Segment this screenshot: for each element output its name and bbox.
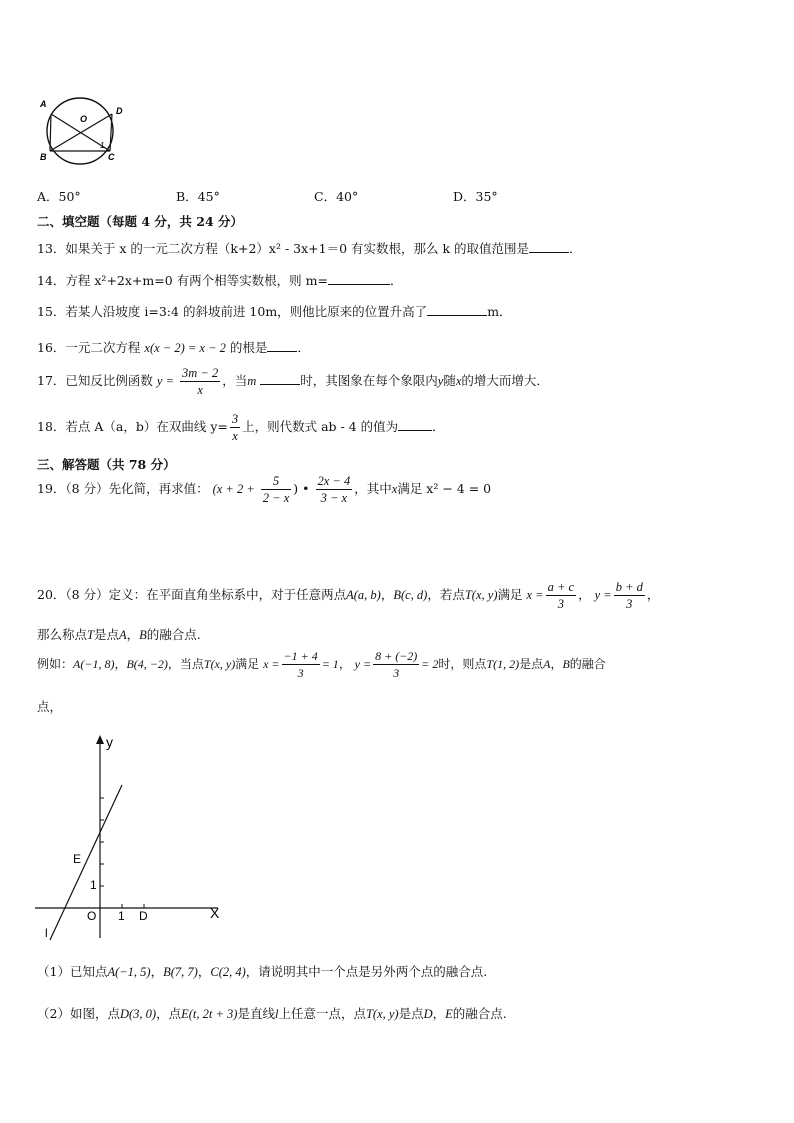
q20-1-sep1: ， (150, 964, 164, 979)
option-d: D．35° (453, 189, 498, 204)
q20-line2b: 是点 (93, 627, 119, 642)
q20-ex-r1: = 1 (321, 657, 339, 671)
q20-line2d: 的融合点. (146, 627, 201, 642)
q18-pre: 18．若点 A（a，b）在双曲线 y= (37, 419, 228, 434)
q20-ex-r2: = 2 (421, 657, 439, 671)
q20-2-sep: ， (432, 1006, 446, 1021)
question-18 (37, 412, 445, 443)
q17-yv: y (437, 374, 444, 388)
q17-denominator: x (197, 383, 203, 397)
q20-2-pre: （2）如图，点 (37, 1006, 120, 1021)
question-15 (37, 302, 512, 320)
line-l (50, 785, 122, 940)
option-c: C．40° (314, 189, 359, 204)
q16-equation: x(x − 2) = x − 2 (144, 341, 226, 355)
question-20-part-1 (37, 962, 487, 980)
q19-num1: 5 (261, 474, 291, 490)
q20-num2: b + d (615, 580, 643, 594)
q20-1-sep2: ， (197, 964, 211, 979)
q19-x: x (391, 482, 398, 496)
q20-a2: A (118, 628, 127, 642)
q20-mid: ，若点 (427, 587, 465, 602)
q19-post2: 满足 x² − 4 = 0 (397, 481, 492, 496)
option-a: A．50° (37, 189, 81, 204)
q19-fraction-2 (316, 474, 353, 505)
q20-line2: 那么称点 (37, 627, 88, 642)
q17-mid: ，当 (222, 373, 248, 388)
q14-end: ． (389, 273, 403, 288)
q20-ex-b: B(4, −2) (126, 657, 168, 671)
q17-y: y = (156, 374, 174, 388)
q18-numerator: 3 (231, 412, 239, 426)
q20-2-mid: ，点 (156, 1006, 182, 1021)
q20-fraction-y (614, 580, 645, 611)
question-14 (37, 271, 402, 289)
q20-2-mid3: 上任意一点，点 (278, 1006, 366, 1021)
q13-blank[interactable] (529, 240, 569, 253)
label-d: D (116, 106, 123, 116)
q20-ex-mid: ，当点 (167, 657, 204, 671)
q20-sep: ， (380, 587, 394, 602)
q20-ex-t: T(x, y) (203, 657, 236, 671)
q19-post: ，其中 (354, 481, 392, 496)
q17-m: m (247, 374, 257, 388)
q18-blank[interactable] (398, 418, 432, 431)
q20-1-b: B(7, 7) (163, 965, 198, 979)
q20-ex-mid2: 满足 (235, 657, 260, 671)
q17-fraction (180, 366, 220, 397)
q18-denominator: x (232, 429, 238, 443)
label-c: C (108, 152, 115, 162)
point-e-label: E (73, 852, 82, 866)
label-o: O (80, 114, 88, 124)
label-b: B (40, 152, 47, 162)
q19-den2: 3 − x (320, 491, 348, 505)
question-20-part-2 (37, 1004, 507, 1022)
q20-ex-t2: T(1, 2) (486, 657, 520, 671)
q20-ex-y: y = (354, 657, 372, 671)
q20-b2: B (139, 628, 147, 642)
q20-point-t: T(x, y) (464, 588, 498, 602)
q20-ex-a: A(−1, 8) (73, 657, 115, 671)
q18-end: ． (432, 419, 445, 434)
question-20-line-2 (37, 625, 201, 643)
q20-2-l: l (274, 1007, 279, 1021)
q19-fraction-1 (261, 474, 291, 505)
y-tick-label-1: 1 (90, 878, 97, 892)
x-axis-label: X (210, 905, 220, 921)
q17-post3: 的增大而增大． (461, 373, 549, 388)
q20-ex-comma: ， (338, 657, 351, 671)
x-tick-label-1: 1 (118, 909, 125, 923)
q15-end: m． (487, 304, 512, 319)
question-20-example (37, 649, 606, 680)
q20-t2: T (87, 628, 94, 642)
q17-blank[interactable] (260, 372, 300, 385)
q20-2-post: 的融合点. (452, 1006, 507, 1021)
q20-2-t: T(x, y) (365, 1007, 399, 1021)
q20-comma: ， (578, 587, 591, 602)
question-13 (37, 239, 582, 257)
question-17 (37, 366, 549, 397)
q20-1-c: C(2, 4) (210, 965, 246, 979)
q17-post: 时，其图象在每个象限内 (300, 373, 438, 388)
q20-den1: 3 (557, 597, 564, 611)
q20-ex-pre: 例如： (37, 657, 74, 671)
q20-ex-post2: 是点 (519, 657, 544, 671)
q20-ex-b2: B (562, 657, 570, 671)
q20-line1-pre: 20．（8 分）定义：在平面直角坐标系中，对于任意两点 (37, 587, 347, 602)
q20-y-eq: y = (594, 588, 612, 602)
q19-num2: 2x − 4 (317, 474, 351, 488)
q20-ex-den1: 3 (297, 666, 304, 680)
q16-post: 的根是 (229, 340, 268, 355)
q20-ex-x: x = (263, 657, 280, 671)
q20-fraction-x (546, 580, 576, 611)
q20-2-e: E(t, 2t + 3) (181, 1007, 238, 1021)
q20-ex-a2: A (543, 657, 551, 671)
q20-point-a: A(a, b) (346, 588, 381, 602)
line-l-label: l (45, 926, 48, 940)
q16-pre: 16．一元二次方程 (37, 340, 141, 355)
q17-xv: x (455, 374, 462, 388)
q20-num1: a + c (547, 580, 575, 594)
q13-text: 13．如果关于 x 的一元二次方程（k+2）x² - 3x+1＝0 有实数根，那么 k 的取值范围是 (37, 241, 530, 256)
q20-2-mid4: 是点 (398, 1006, 424, 1021)
q19-dot: • (302, 481, 310, 496)
y-axis-label: y (106, 734, 113, 750)
circle (47, 98, 113, 164)
q20-1-a: A(−1, 5) (107, 965, 151, 979)
q20-mid2: 满足 (497, 587, 523, 602)
q16-blank[interactable] (267, 339, 297, 352)
q20-2-mid2: 是直线 (237, 1006, 275, 1021)
q14-text: 14．方程 x²+2x+m=0 有两个相等实数根，则 m= (37, 273, 328, 288)
q13-end: ． (569, 241, 582, 256)
q20-den2: 3 (626, 597, 633, 611)
q17-post2: 随 (443, 373, 456, 388)
section-heading-solve: 三、解答题（共 78 分） (37, 457, 176, 472)
q20-1-post: ，请说明其中一个点是另外两个点的融合点. (245, 964, 488, 979)
q20-ex-post3: 的融合 (569, 657, 606, 671)
circle-figure (34, 94, 134, 166)
q20-line2c: ， (126, 627, 140, 642)
q20-2-d2: D (423, 1007, 433, 1021)
coordinate-graph (30, 730, 240, 945)
q20-ex-num2: 8 + (−2) (375, 649, 418, 663)
q16-end: ． (297, 340, 310, 355)
q14-blank[interactable] (328, 272, 390, 285)
point-d-label: D (139, 909, 148, 923)
q19-pre: 19．（8 分）先化简，再求值： (37, 481, 209, 496)
q15-blank[interactable] (427, 303, 487, 316)
origin-label: O (87, 909, 97, 923)
q19-den1: 2 − x (262, 491, 290, 505)
q20-ex-post: 时，则点 (438, 657, 487, 671)
q18-post: 上，则代数式 ab - 4 的值为 (242, 419, 399, 434)
q17-pre: 17．已知反比例函数 (37, 373, 153, 388)
q18-fraction (230, 412, 240, 443)
question-19 (37, 474, 491, 505)
q19-paren-close: ) (293, 481, 299, 496)
question-20-line-1 (37, 580, 659, 611)
q20-point-b: B(c, d) (393, 588, 428, 602)
q20-2-e2: E (445, 1007, 453, 1021)
q20-ex-sep: ， (114, 657, 127, 671)
y-axis-arrow (96, 735, 104, 744)
label-angle-1: 1 (100, 141, 105, 150)
q19-paren-open: (x + 2 + (212, 482, 255, 496)
q20-ex-sep2: ， (550, 657, 563, 671)
q15-text: 15．若某人沿坡度 i=3:4 的斜坡前进 10m，则他比原来的位置升高了 (37, 304, 428, 319)
q20-ex-num1: −1 + 4 (283, 649, 318, 663)
question-20-example-line-2: 点， (37, 699, 63, 714)
q20-1-pre: （1）已知点 (37, 964, 108, 979)
option-b: B．45° (176, 189, 220, 204)
q20-comma-end: ， (646, 587, 660, 602)
q20-2-d: D(3, 0) (119, 1007, 157, 1021)
q20-ex-fraction-x (282, 649, 320, 680)
q17-numerator: 3m − 2 (181, 366, 219, 380)
q20-ex-fraction-y (373, 649, 419, 680)
section-heading-fill: 二、填空题（每题 4 分，共 24 分） (37, 214, 244, 229)
q20-ex-den2: 3 (393, 666, 400, 680)
question-16 (37, 338, 310, 356)
q20-x-eq: x = (526, 588, 544, 602)
label-a: A (40, 99, 47, 109)
